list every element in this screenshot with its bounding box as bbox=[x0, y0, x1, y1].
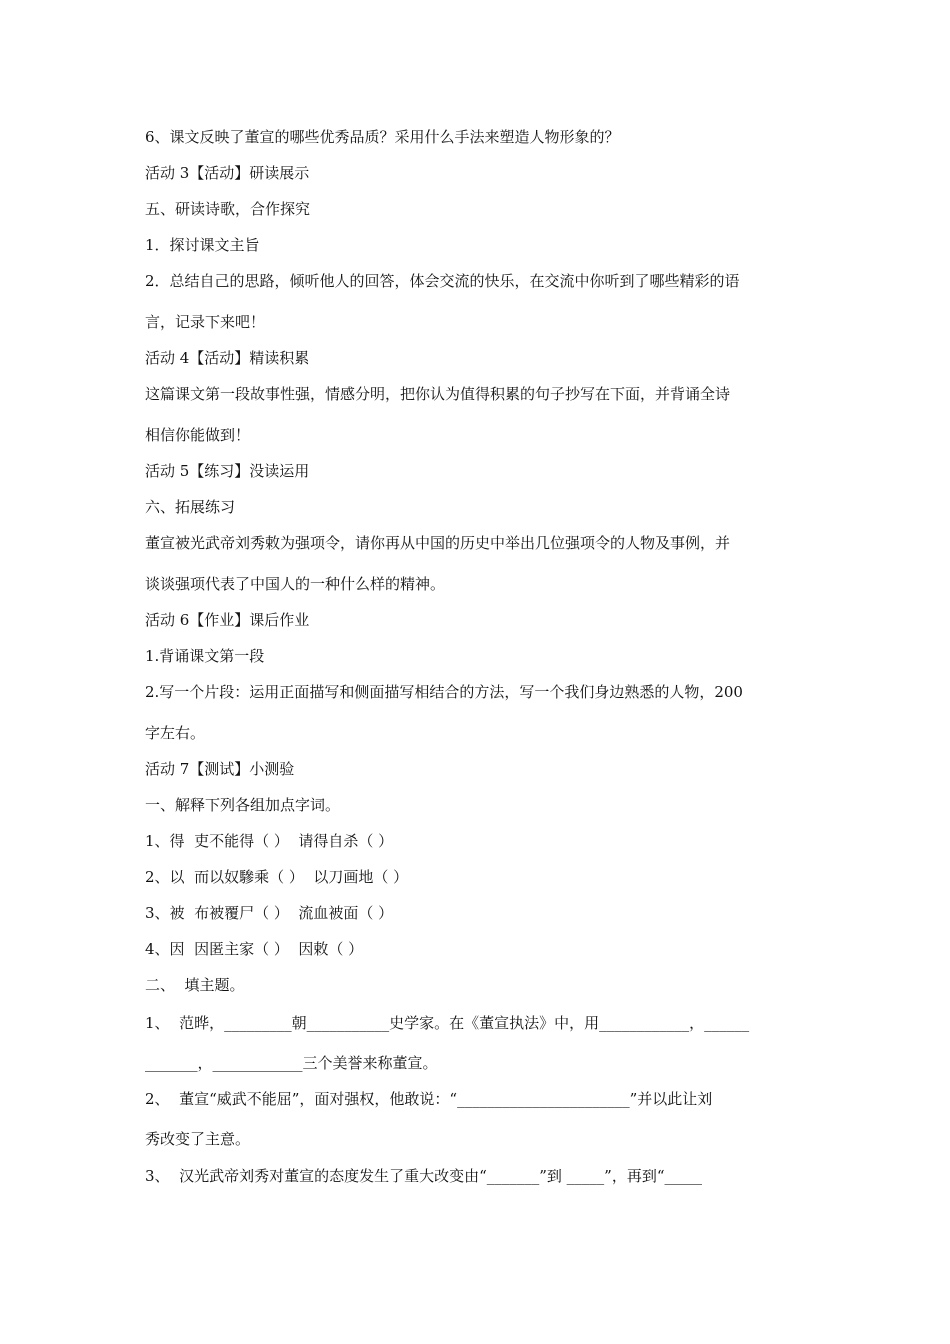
text-line: 活动 3【活动】研读展示 bbox=[145, 164, 310, 182]
text-line: 1、得 吏不能得（ ） 请得自杀（ ） bbox=[145, 832, 394, 850]
text-line: 6、课文反映了董宣的哪些优秀品质？采用什么手法来塑造人物形象的？ bbox=[145, 128, 620, 146]
text-line: 谈谈强项代表了中国人的一种什么样的精神。 bbox=[145, 575, 446, 593]
text-line: 字左右。 bbox=[145, 724, 206, 742]
text-line: 活动 6【作业】课后作业 bbox=[145, 611, 310, 629]
text-line: 1.背诵课文第一段 bbox=[145, 647, 265, 665]
text-line: 2．总结自己的思路，倾听他人的回答，体会交流的快乐，在交流中你听到了哪些精彩的语 bbox=[145, 272, 740, 290]
text-line: 言，记录下来吧！ bbox=[145, 313, 266, 331]
text-line: 活动 7【测试】小测验 bbox=[145, 760, 295, 778]
text-line: 3、 汉光武帝刘秀对董宣的态度发生了重大改变由“_______”到 _____”，再到“_____ bbox=[145, 1167, 703, 1185]
text-line: 这篇课文第一段故事性强，情感分明，把你认为值得积累的句子抄写在下面，并背诵全诗 bbox=[145, 385, 731, 403]
text-line: 董宣被光武帝刘秀敕为强项令，请你再从中国的历史中举出几位强项令的人物及事例，并 bbox=[145, 534, 731, 552]
text-line: 六、拓展练习 bbox=[145, 498, 236, 516]
text-line: 活动 5【练习】没读运用 bbox=[145, 462, 310, 480]
text-line: 相信你能做到！ bbox=[145, 426, 251, 444]
text-line: 1、 范晔，_________朝___________史学家。在《董宣执法》中，用____________，______ bbox=[145, 1014, 750, 1032]
text-line: 一、解释下列各组加点字词。 bbox=[145, 796, 341, 814]
text-line: 2、以 而以奴驂乘（ ） 以刀画地（ ） bbox=[145, 868, 409, 886]
text-line: 4、因 因匿主家（ ） 因敕（ ） bbox=[145, 940, 364, 958]
text-line: 五、研读诗歌，合作探究 bbox=[145, 200, 311, 218]
text-line: 秀改变了主意。 bbox=[145, 1130, 251, 1148]
text-line: 二、 填主题。 bbox=[145, 976, 245, 994]
text-line: _______，____________三个美誉来称董宣。 bbox=[145, 1054, 438, 1072]
text-line: 2、 董宣“威武不能屈”，面对强权，他敢说：“_______________________”并以此让刘 bbox=[145, 1090, 713, 1108]
text-line: 活动 4【活动】精读积累 bbox=[145, 349, 310, 367]
text-line: 1．探讨课文主旨 bbox=[145, 236, 260, 254]
text-line: 2.写一个片段：运用正面描写和侧面描写相结合的方法，写一个我们身边熟悉的人物，200 bbox=[145, 683, 743, 701]
text-line: 3、被 布被覆尸（ ） 流血被面（ ） bbox=[145, 904, 394, 922]
